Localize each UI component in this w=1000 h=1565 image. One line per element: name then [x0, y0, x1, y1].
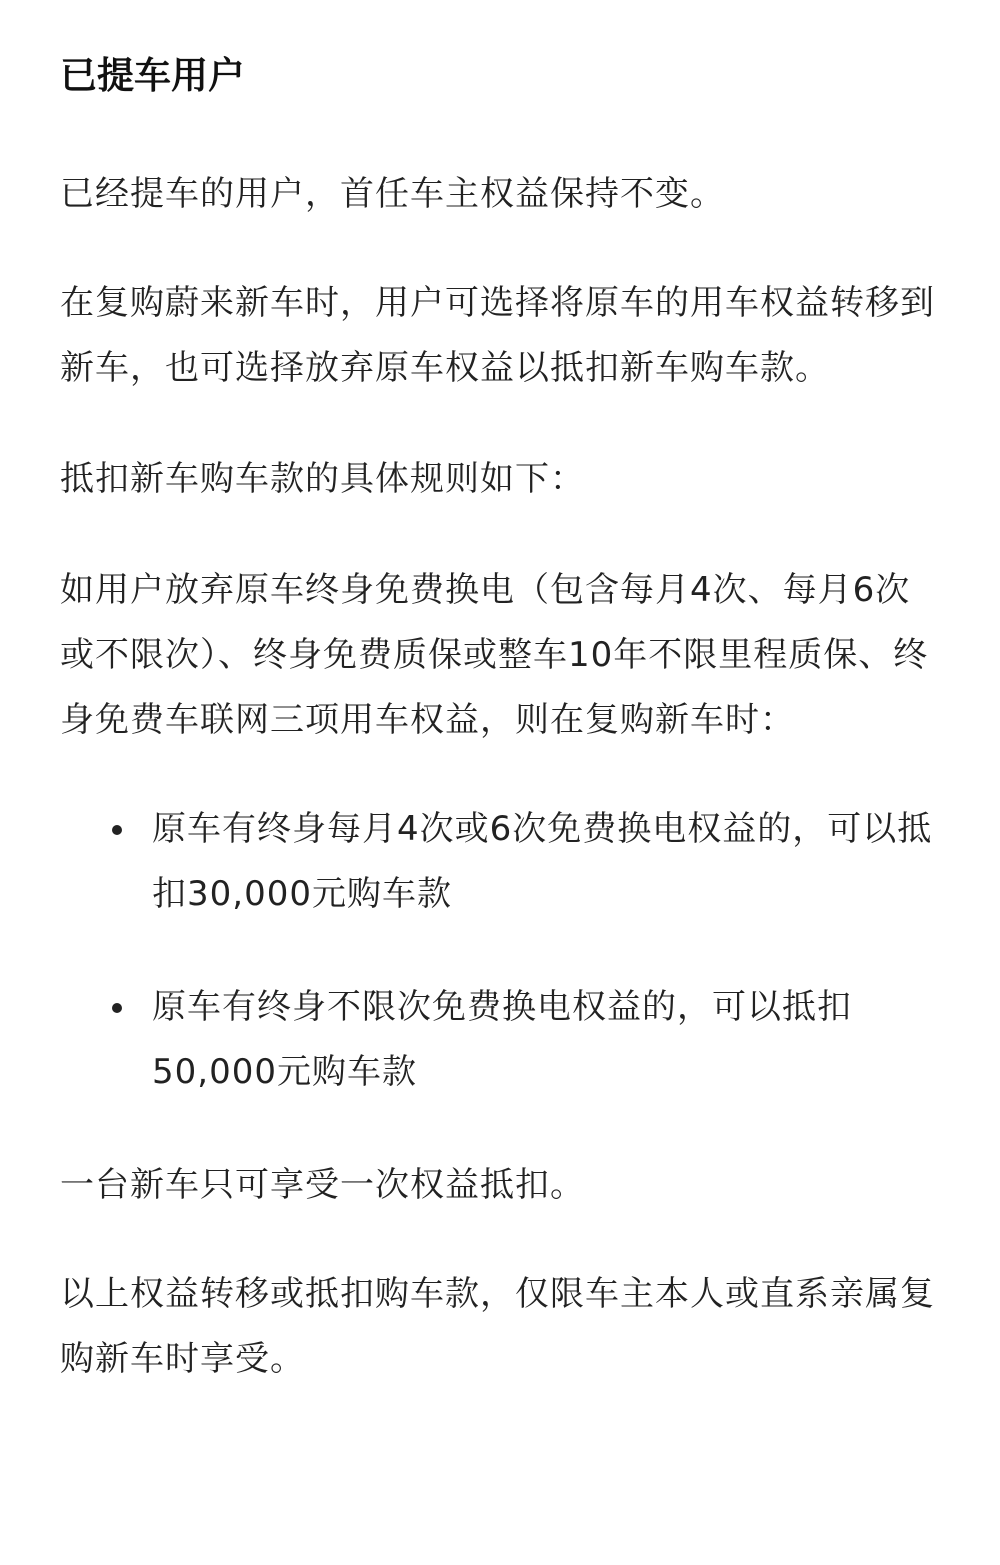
paragraph-deduction-conditions: 如用户放弃原车终身免费换电（包含每月4次、每月6次或不限次）、终身免费质保或整车10年不限里程质保、终身免费车联网三项用车权益，则在复购新车时：	[60, 570, 929, 740]
bullet-item-4-or-6-swaps	[60, 797, 942, 927]
bullet-text: 原车有终身不限次免费换电权益的，可以抵扣50,000元购车款	[152, 987, 852, 1092]
deduction-bullet-list	[60, 797, 942, 1105]
bullet-item-unlimited-swaps	[60, 975, 942, 1105]
paragraph-one-deduction-limit: 一台新车只可享受一次权益抵扣。	[60, 1165, 585, 1205]
bullet-dot-icon	[112, 1003, 122, 1013]
bullet-dot-icon	[112, 825, 122, 835]
article-title: 已提车用户	[60, 54, 245, 97]
paragraph-first-owner-rights: 已经提车的用户，首任车主权益保持不变。	[60, 174, 725, 214]
paragraph-eligibility: 以上权益转移或抵扣购车款，仅限车主本人或直系亲属复购新车时享受。	[60, 1274, 935, 1379]
paragraph-transfer-rights: 在复购蔚来新车时，用户可选择将原车的用车权益转移到新车，也可选择放弃原车权益以抵扣新车购车款。	[60, 283, 935, 388]
paragraph-deduction-rules-intro: 抵扣新车购车款的具体规则如下：	[60, 459, 585, 499]
bullet-text: 原车有终身每月4次或6次免费换电权益的，可以抵扣30,000元购车款	[152, 809, 933, 914]
